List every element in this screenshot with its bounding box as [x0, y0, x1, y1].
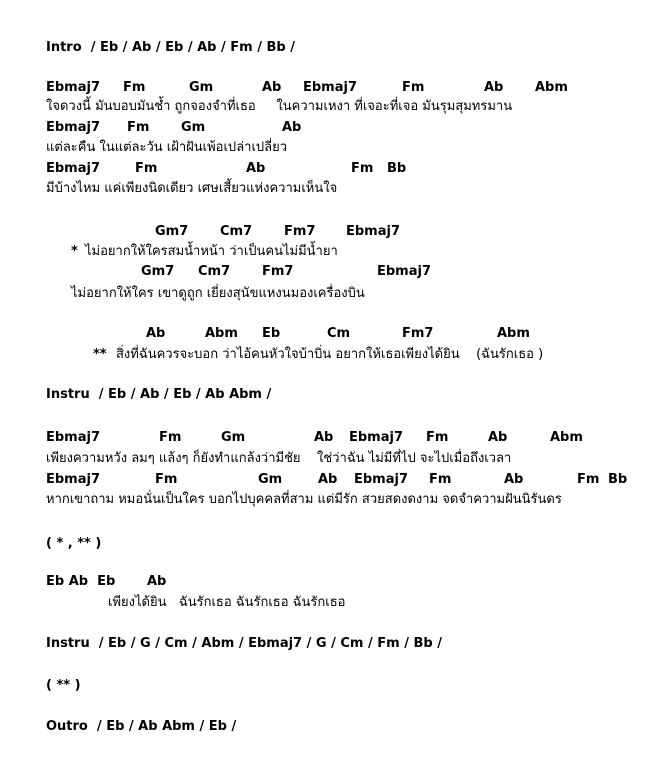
chord: Ab: [504, 472, 524, 487]
chord: Fm7: [262, 264, 294, 279]
chord: Ab: [147, 574, 167, 589]
chord: Fm: [159, 430, 182, 445]
section-marker: **: [93, 347, 107, 362]
chord: Ab: [146, 326, 166, 341]
chord: Ebmaj7: [46, 472, 101, 487]
chord: Fm: [429, 472, 452, 487]
chord: Ab: [246, 161, 266, 176]
instru-line: Instru / Eb / G / Cm / Abm / Ebmaj7 / G / Cm / Fm / Bb /: [46, 636, 442, 651]
lyric-line: มีบ้างไหม แค่เพียงนิดเดียว เศษเสี้ยวแห่งความเห็นใจ: [46, 181, 338, 196]
lyric-line: แต่ละคืน ในแต่ละวัน เฝ้าฝันเพ้อเปล่าเปลี่ยว: [46, 140, 288, 155]
chord: Gm7: [155, 224, 189, 239]
chord: Bb: [608, 472, 628, 487]
lyric-line: ใจดวงนี้ มันบอบมันช้ำ ถูกจองจำที่เธอ ในความเหงา ที่เจอะที่เจอ มันรุมสุมทรมาน: [46, 99, 513, 114]
chord: Fm: [577, 472, 600, 487]
chord: Ebmaj7: [377, 264, 432, 279]
chord: Ebmaj7: [46, 120, 101, 135]
chord: Fm: [426, 430, 449, 445]
chord: Ab: [262, 80, 282, 95]
chord: Abm: [205, 326, 238, 341]
repeat-line: ( ** ): [46, 678, 81, 693]
chord: Cm: [327, 326, 351, 341]
chord: Fm: [402, 80, 425, 95]
chord: Fm: [351, 161, 374, 176]
section-marker: *: [71, 244, 78, 259]
chord: Abm: [550, 430, 583, 445]
chord: Ab: [318, 472, 338, 487]
chord: Fm: [123, 80, 146, 95]
chord: Ab: [484, 80, 504, 95]
chord: Ebmaj7: [346, 224, 401, 239]
chord: Cm7: [220, 224, 253, 239]
intro-line: Intro / Eb / Ab / Eb / Ab / Fm / Bb /: [46, 40, 295, 55]
chord: Bb: [387, 161, 407, 176]
chord: Ebmaj7: [46, 80, 101, 95]
chord: Abm: [497, 326, 530, 341]
lyric-line: หากเขาถาม หมอนั่นเป็นใคร บอกไปบุคคลที่สาม แต่มีรัก สวยสดงดงาม จดจำความฝันนิรันดร: [46, 492, 562, 507]
chord: Ab: [282, 120, 302, 135]
chord: Gm: [258, 472, 283, 487]
chord: Fm: [155, 472, 178, 487]
chord: Fm: [135, 161, 158, 176]
chord: Gm7: [141, 264, 175, 279]
chord: Ab: [488, 430, 508, 445]
chord: Abm: [535, 80, 568, 95]
chord: Fm7: [402, 326, 434, 341]
lyric-line: ไม่อยากให้ใคร เขาดูถูก เยี่ยงสุนัขแหงนมองเครื่องบิน: [71, 286, 365, 301]
chord: Ebmaj7: [303, 80, 358, 95]
chord: Fm7: [284, 224, 316, 239]
chord: Cm7: [198, 264, 231, 279]
chord: Gm: [221, 430, 246, 445]
lyric-line: ไม่อยากให้ใครสมน้ำหน้า ว่าเป็นคนไม่มีน้ำยา: [85, 244, 338, 259]
chord: Ebmaj7: [354, 472, 409, 487]
lyric-line: เพียงความหวัง ลมๆ แล้งๆ ก็ยังทำแกล้งว่ามีชัย ใช่ว่าฉัน ไม่มีที่ไป จะไปเมื่อถึงเวลา: [46, 451, 512, 466]
outro-line: Outro / Eb / Ab Abm / Eb /: [46, 719, 237, 734]
chord: Gm: [181, 120, 206, 135]
instru-line: Instru / Eb / Ab / Eb / Ab Abm /: [46, 387, 272, 402]
chord: Ebmaj7: [46, 161, 101, 176]
chord: Eb: [262, 326, 281, 341]
chord: Ebmaj7: [46, 430, 101, 445]
repeat-line: ( * , ** ): [46, 536, 102, 551]
lyric-line: เพียงได้ยิน ฉันรักเธอ ฉันรักเธอ ฉันรักเธอ: [108, 595, 346, 610]
chord: Fm: [127, 120, 150, 135]
chord: Eb Ab Eb: [46, 574, 116, 589]
chord: Ab: [314, 430, 334, 445]
chord: Ebmaj7: [349, 430, 404, 445]
lyric-line: สิ่งที่ฉันควรจะบอก ว่าไอ้คนหัวใจบ้าบิ่น อยากให้เธอเพียงได้ยิน (ฉันรักเธอ ): [116, 347, 544, 362]
chord: Gm: [189, 80, 214, 95]
